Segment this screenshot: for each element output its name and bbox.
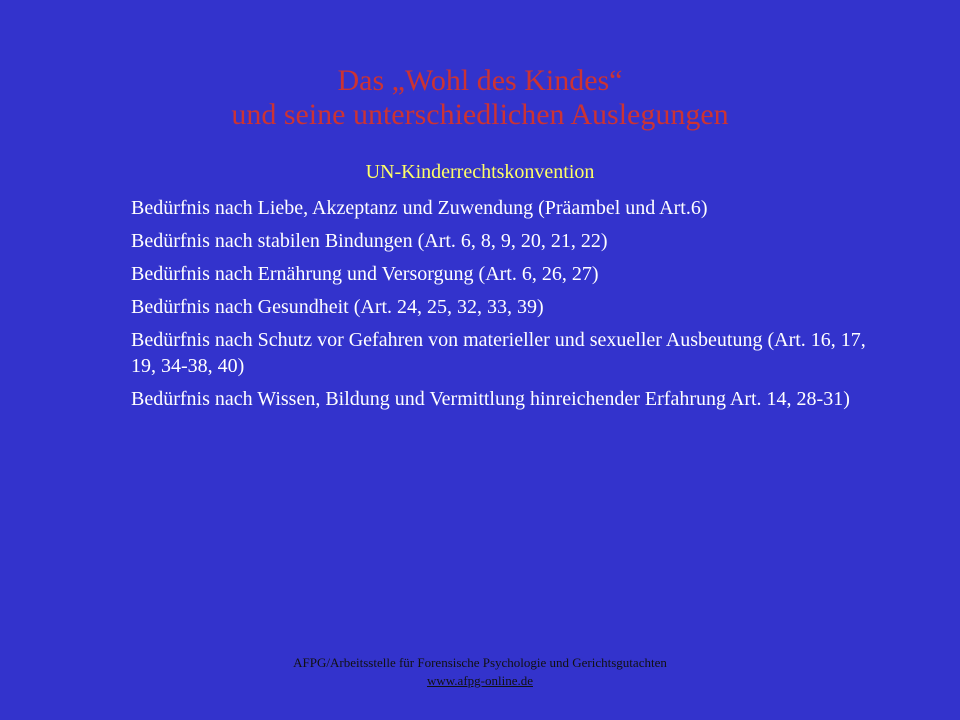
footer-organization: AFPG/Arbeitsstelle für Forensische Psychologie und Gerichtsgutachten	[293, 655, 667, 670]
needs-list	[131, 195, 871, 419]
slide-subtitle: UN-Kinderrechtskonvention	[365, 161, 595, 183]
list-item: Bedürfnis nach Liebe, Akzeptanz und Zuwendung (Präambel und Art.6)	[131, 197, 708, 219]
footer-website-link[interactable]: www.afpg-online.de	[426, 673, 533, 688]
footer	[0, 654, 960, 690]
list-item: Bedürfnis nach Gesundheit (Art. 24, 25, 32, 33, 39)	[131, 296, 544, 318]
slide-title	[0, 64, 960, 132]
title-line-1: Das „Wohl des Kindes“	[337, 64, 623, 97]
list-item: Bedürfnis nach Ernährung und Versorgung (Art. 6, 26, 27)	[131, 263, 599, 285]
title-line-2: und seine unterschiedlichen Auslegungen	[231, 98, 729, 131]
list-item: Bedürfnis nach Schutz vor Gefahren von materieller und sexueller Ausbeutung (Art. 16, 17, 19, 34-38, 40)	[131, 329, 866, 377]
list-item: Bedürfnis nach Wissen, Bildung und Vermittlung hinreichender Erfahrung Art. 14, 28-31)	[131, 388, 850, 410]
list-item: Bedürfnis nach stabilen Bindungen (Art. 6, 8, 9, 20, 21, 22)	[131, 230, 608, 252]
